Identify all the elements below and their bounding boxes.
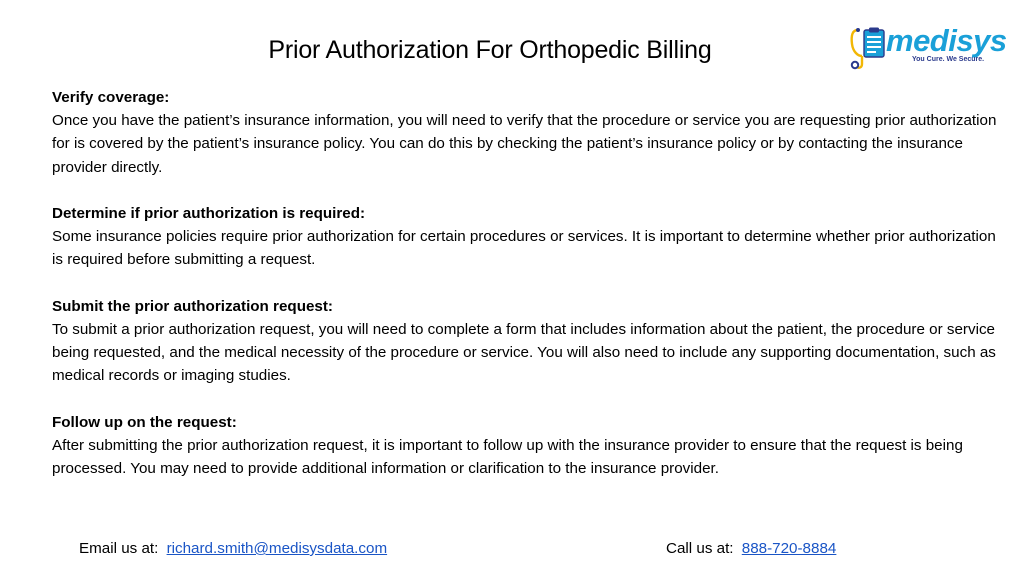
- section-heading: Determine if prior authorization is required:: [52, 205, 366, 222]
- footer-phone: [666, 538, 836, 560]
- section-follow-up: [52, 411, 1002, 481]
- section-heading: Follow up on the request:: [52, 413, 237, 431]
- section-heading: Submit the prior authorization request:: [52, 297, 333, 315]
- page-title: Prior Authorization For Orthopedic Billing: [268, 36, 712, 64]
- logo-tagline: You Cure. We Secure.: [912, 56, 985, 63]
- phone-link[interactable]: 888-720-8884: [741, 540, 837, 557]
- section-determine-requirement: [52, 202, 1002, 272]
- logo-wordmark: medisys: [886, 23, 1007, 58]
- section-submit-request: [52, 295, 1002, 388]
- section-body: To submit a prior authorization request, you will need to complete a form that includes information about the patient, the procedure or service being requested, and the medical necessity of the procedure or service. You will also need to include any supporting documentation, such as medical records or imaging studies.: [52, 321, 996, 385]
- section-heading: Verify coverage:: [52, 89, 170, 106]
- medisys-logo: [846, 24, 1012, 72]
- section-verify-coverage: [52, 86, 1002, 179]
- email-link[interactable]: richard.smith@medisysdata.com: [166, 540, 388, 557]
- email-label: Email us at:: [79, 540, 159, 557]
- footer-email: [79, 538, 387, 560]
- section-body: Once you have the patient’s insurance information, you will need to verify that the procedure or service you are requesting prior authorization for is covered by the patient’s insurance policy. You can do this by checking the patient’s insurance policy or by contacting the insurance provider directly.: [52, 112, 997, 176]
- main-content: [52, 86, 1002, 504]
- section-body: Some insurance policies require prior authorization for certain procedures or services. It is important to determine whether prior authorization is required before submitting a request.: [52, 228, 996, 269]
- phone-label: Call us at:: [666, 540, 734, 557]
- section-body: After submitting the prior authorization request, it is important to follow up with the insurance provider to ensure that the request is being processed. You may need to provide additional information or clarification to the insurance provider.: [52, 437, 963, 478]
